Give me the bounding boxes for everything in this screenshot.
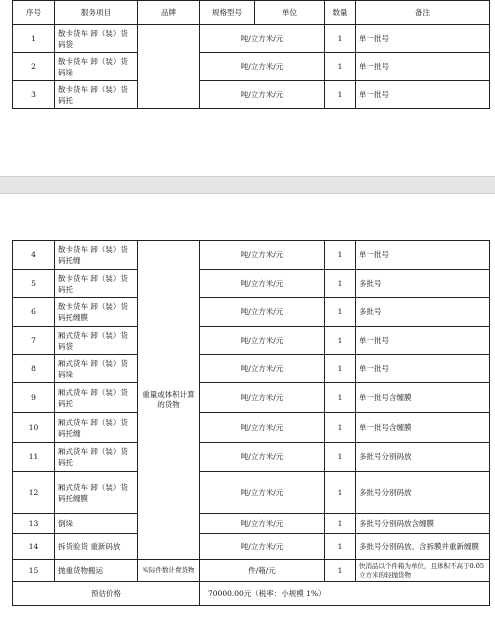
row-index: 5 xyxy=(13,270,55,298)
row-qty: 1 xyxy=(325,355,356,383)
row-unit: 吨/立方米/元 xyxy=(200,413,325,443)
row-unit: 吨/立方米/元 xyxy=(200,355,325,383)
row-qty: 1 xyxy=(325,534,356,560)
row-unit: 件/箱/元 xyxy=(200,560,325,582)
header-qty: 数量 xyxy=(325,1,356,25)
row-service: 散卡货车 卸（装）货码垛 xyxy=(55,53,138,81)
row-qty: 1 xyxy=(325,81,356,109)
table-row xyxy=(13,383,490,413)
row-qty: 1 xyxy=(325,560,356,582)
table-row xyxy=(13,81,490,109)
page-break-gap xyxy=(0,176,495,194)
row-index: 6 xyxy=(13,298,55,327)
table-row xyxy=(13,413,490,443)
row-service: 散卡货车 卸（装）货码托 xyxy=(55,81,138,109)
merged-brand-cell: 重量或体积计算的货物 xyxy=(138,241,200,560)
row-index: 11 xyxy=(13,443,55,472)
row-qty: 1 xyxy=(325,413,356,443)
estimated-price-row xyxy=(13,582,490,606)
row-qty: 1 xyxy=(325,25,356,53)
row-remark: 多批号 xyxy=(356,270,490,298)
pricing-table-top xyxy=(12,0,490,109)
pricing-table-body xyxy=(13,241,490,606)
row-unit: 吨/立方米/元 xyxy=(200,327,325,355)
row-brand-empty xyxy=(138,25,200,109)
row-unit: 吨/立方米/元 xyxy=(200,443,325,472)
row-index: 8 xyxy=(13,355,55,383)
row-qty: 1 xyxy=(325,383,356,413)
row-service: 散卡货车 卸（装）货码袋 xyxy=(55,25,138,53)
estimated-price-value: 70000.00元（税率：小规模 1%） xyxy=(200,582,490,606)
row-index: 1 xyxy=(13,25,55,53)
table-row xyxy=(13,327,490,355)
row-remark: 多批号分别码放 xyxy=(356,472,490,514)
row-unit: 吨/立方米/元 xyxy=(200,383,325,413)
table-row xyxy=(13,560,490,582)
row-service: 散卡货车 卸（装）货码托缠膜 xyxy=(55,298,138,327)
row-qty: 1 xyxy=(325,514,356,534)
estimated-price-label: 预估价格 xyxy=(13,582,200,606)
row-brand: 实际件数计费货物 xyxy=(138,560,200,582)
row-index: 12 xyxy=(13,472,55,514)
row-remark: 单一批号 xyxy=(356,25,490,53)
row-unit: 吨/立方米/元 xyxy=(200,270,325,298)
row-qty: 1 xyxy=(325,53,356,81)
row-service: 倒垛 xyxy=(55,514,138,534)
row-remark: 单一批号含缠膜 xyxy=(356,413,490,443)
row-service: 厢式货车 卸（装）货码垛 xyxy=(55,355,138,383)
row-remark: 单一批号 xyxy=(356,355,490,383)
table-row xyxy=(13,534,490,560)
row-index: 14 xyxy=(13,534,55,560)
row-unit: 吨/立方米/元 xyxy=(200,81,325,109)
header-remark: 备注 xyxy=(356,1,490,25)
row-service: 厢式货车 卸（装）货码托 xyxy=(55,383,138,413)
row-remark: 单一批号 xyxy=(356,81,490,109)
row-service: 抛重货物搬运 xyxy=(55,560,138,582)
pricing-table-bottom xyxy=(12,240,490,606)
row-remark: 单一批号 xyxy=(356,327,490,355)
row-qty: 1 xyxy=(325,241,356,270)
header-index: 序号 xyxy=(13,1,55,25)
row-remark: 多批号分别码放含缠膜 xyxy=(356,514,490,534)
row-qty: 1 xyxy=(325,443,356,472)
row-unit: 吨/立方米/元 xyxy=(200,25,325,53)
row-remark: 多批号 xyxy=(356,298,490,327)
row-remark: 单一批号 xyxy=(356,53,490,81)
table-row xyxy=(13,298,490,327)
table-row xyxy=(13,241,490,270)
table-row xyxy=(13,53,490,81)
row-index: 3 xyxy=(13,81,55,109)
row-remark: 多批号分别码放、含拆膜并重新缠膜 xyxy=(356,534,490,560)
row-qty: 1 xyxy=(325,327,356,355)
table-row xyxy=(13,25,490,53)
row-index: 9 xyxy=(13,383,55,413)
table-row xyxy=(13,270,490,298)
row-unit: 吨/立方米/元 xyxy=(200,53,325,81)
row-index: 2 xyxy=(13,53,55,81)
document-page-top xyxy=(0,0,495,176)
row-service: 散卡货车 卸（装）货码托 xyxy=(55,270,138,298)
row-service: 厢式货车 卸（装）货码托缠 xyxy=(55,413,138,443)
row-unit: 吨/立方米/元 xyxy=(200,241,325,270)
row-service: 拆货验货 重新码放 xyxy=(55,534,138,560)
row-index: 15 xyxy=(13,560,55,582)
row-remark: 快消品以个件箱为单位，且体积不高于0.05立方米的轻抛货物 xyxy=(356,560,490,582)
header-unit: 单位 xyxy=(255,1,325,25)
row-index: 7 xyxy=(13,327,55,355)
row-index: 10 xyxy=(13,413,55,443)
row-unit: 吨/立方米/元 xyxy=(200,472,325,514)
row-qty: 1 xyxy=(325,472,356,514)
row-remark: 单一批号 xyxy=(356,241,490,270)
header-brand: 品牌 xyxy=(138,1,200,25)
header-spec: 规格型号 xyxy=(200,1,255,25)
row-service: 厢式货车 卸（装）货码托 xyxy=(55,443,138,472)
row-remark: 多批号分别码放 xyxy=(356,443,490,472)
table-row xyxy=(13,355,490,383)
row-unit: 吨/立方米/元 xyxy=(200,534,325,560)
header-service: 服务项目 xyxy=(55,1,138,25)
row-service: 厢式货车 卸（装）货码袋 xyxy=(55,327,138,355)
document-page-bottom xyxy=(0,194,495,621)
row-qty: 1 xyxy=(325,270,356,298)
row-service: 散卡货车 卸（装）货码托缠 xyxy=(55,241,138,270)
row-service: 厢式货车 卸（装）货码托缠膜 xyxy=(55,472,138,514)
table-row xyxy=(13,472,490,514)
row-unit: 吨/立方米/元 xyxy=(200,514,325,534)
row-remark: 单一批号含缠膜 xyxy=(356,383,490,413)
table-header-row xyxy=(13,1,490,25)
row-index: 13 xyxy=(13,514,55,534)
row-unit: 吨/立方米/元 xyxy=(200,298,325,327)
row-qty: 1 xyxy=(325,298,356,327)
row-index: 4 xyxy=(13,241,55,270)
table-row xyxy=(13,443,490,472)
table-row xyxy=(13,514,490,534)
